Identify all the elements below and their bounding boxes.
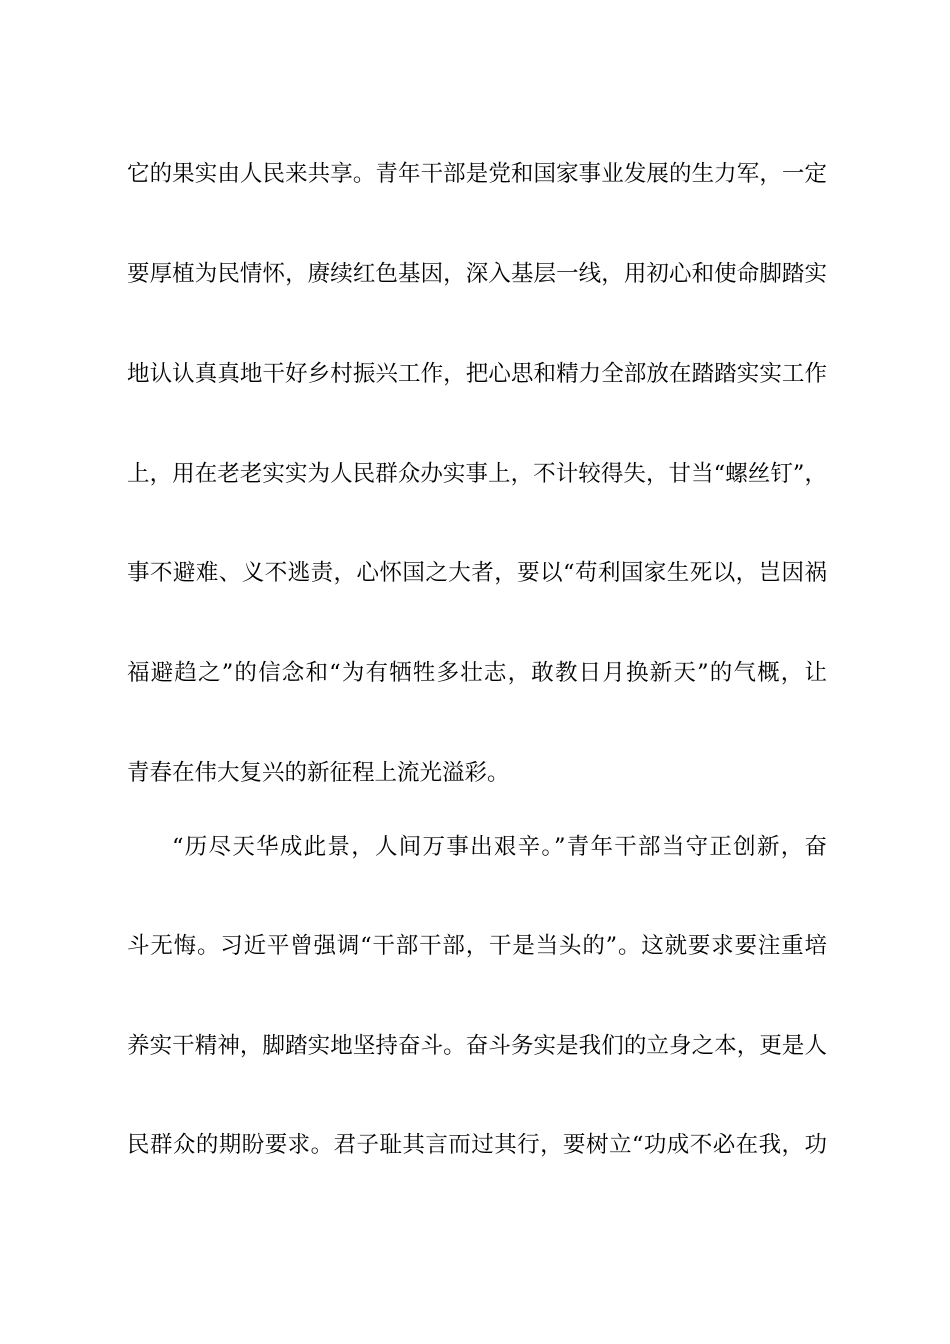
paragraph-1-line-3: 地认认真真地干好乡村振兴工作，把心思和精力全部放在踏踏实实工作 [127, 361, 827, 387]
paragraph-1-line-4: 上，用在老老实实为人民群众办实事上，不计较得失，甘当“螺丝钉”， [127, 461, 827, 487]
paragraph-1-line-5: 事不避难、义不逃责，心怀国之大者，要以“苟利国家生死以，岂因祸 [127, 560, 827, 586]
paragraph-2-line-2: 斗无悔。习近平曾强调“干部干部，干是当头的”。这就要求要注重培 [127, 933, 827, 959]
paragraph-1-line-2: 要厚植为民情怀，赓续红色基因，深入基层一线，用初心和使命脚踏实 [127, 261, 827, 287]
paragraph-2-line-3: 养实干精神，脚踏实地坚持奋斗。奋斗务实是我们的立身之本，更是人 [127, 1033, 827, 1059]
paragraph-1-line-1: 它的果实由人民来共享。青年干部是党和国家事业发展的生力军，一定 [127, 161, 827, 187]
paragraph-2-line-1: “历尽天华成此景，人间万事出艰辛。”青年干部当守正创新，奋 [172, 834, 827, 860]
paragraph-1-line-6: 福避趋之”的信念和“为有牺牲多壮志，敢教日月换新天”的气概，让 [127, 660, 827, 686]
paragraph-1-line-7: 青春在伟大复兴的新征程上流光溢彩。 [127, 760, 510, 786]
paragraph-2-line-4: 民群众的期盼要求。君子耻其言而过其行，要树立“功成不必在我，功 [127, 1132, 827, 1158]
